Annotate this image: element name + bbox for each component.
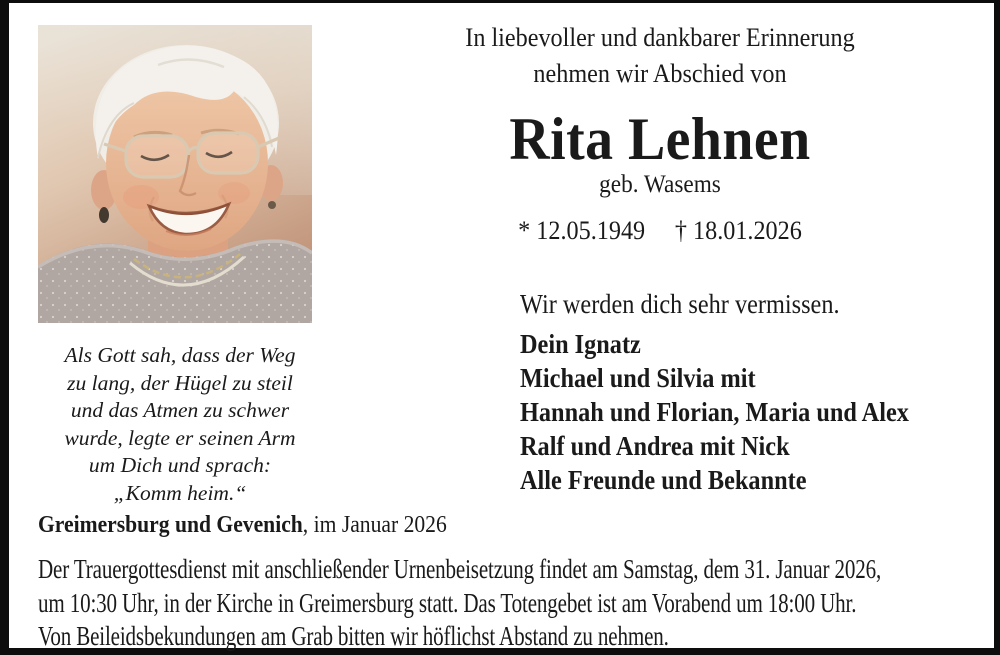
earring-right (268, 201, 276, 209)
poem-line: zu lang, der Hügel zu steil (67, 370, 293, 395)
deceased-name: Rita Lehnen (509, 106, 811, 172)
memorial-poem (40, 342, 320, 507)
announcement-line: um 10:30 Uhr, in der Kirche in Greimersburg statt. Das Totengebet ist am Vorabend um 18:00 Uhr. (38, 587, 857, 618)
life-dates (344, 214, 976, 248)
funeral-announcement (38, 553, 1000, 654)
mourner-line: Michael und Silvia mit (520, 363, 756, 393)
mourners-list (520, 327, 909, 497)
poem-line: Als Gott sah, dass der Weg (64, 343, 296, 367)
place-date: , im Januar 2026 (302, 512, 447, 538)
death-date: † 18.01.2026 (674, 216, 802, 245)
memorial-header (344, 20, 976, 248)
farewell-line: Wir werden dich sehr vermissen. (520, 289, 840, 319)
mourner-line: Hannah und Florian, Maria und Alex (520, 397, 909, 427)
earring-left (99, 207, 109, 223)
frame-top-edge (0, 0, 1000, 3)
poem-line: um Dich und sprach: (88, 453, 272, 477)
poem-line: und das Atmen zu schwer (70, 398, 290, 422)
mourner-line: Ralf und Andrea mit Nick (520, 431, 790, 461)
announcement-line: Der Trauergottesdienst mit anschließender Urnenbeisetzung findet am Samstag, dem 31. Januar 2026, (38, 554, 882, 584)
poem-line: wurde, legte er seinen Arm (64, 425, 296, 450)
portrait-illustration (38, 25, 312, 323)
birth-name: geb. Wasems (599, 171, 721, 198)
header-line-2: nehmen wir Abschied von (533, 59, 787, 88)
mourner-line: Alle Freunde und Bekannte (520, 465, 807, 495)
header-line-1: In liebevoller und dankbarer Erinnerung (465, 23, 855, 52)
poem-line: „Komm heim.“ (113, 480, 247, 505)
announcement-line: Von Beileidsbekundungen am Grab bitten wir höflichst Abstand zu nehmen. (38, 621, 669, 651)
place-names: Greimersburg und Gevenich (38, 512, 303, 538)
place-date-line (38, 509, 447, 541)
birth-date: * 12.05.1949 (518, 216, 646, 245)
frame-left-edge (0, 0, 9, 655)
portrait-photo (38, 25, 312, 323)
mourner-line: Dein Ignatz (520, 329, 641, 359)
